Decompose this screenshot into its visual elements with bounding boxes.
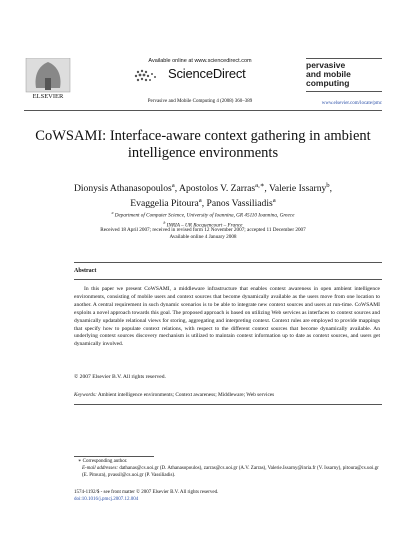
journal-logo-line: computing [306,78,350,88]
journal-logo-line: pervasive [306,60,346,70]
abstract-heading-divider [74,279,382,280]
doi-link[interactable]: doi:10.1016/j.pmcj.2007.12.004 [74,496,139,502]
journal-logo [306,58,382,92]
copyright-notice: © 2007 Elsevier B.V. All rights reserved. [74,374,166,380]
keywords-divider [74,404,382,405]
author-affiliation-mark[interactable]: a [198,197,202,205]
publisher-name: ELSEVIER [32,93,64,100]
available-online-text: Available online at www.sciencedirect.com [148,58,252,64]
corresponding-author-note: ∗ Corresponding author. [78,459,128,464]
keywords-label: Keywords: [74,392,97,398]
author-affiliation-mark[interactable]: a [171,182,175,189]
paper-title: CoWSAMI: Interface-aware context gathering in ambient intelligence environments [35,128,371,161]
author-affiliation-mark[interactable]: a [272,197,276,205]
available-date: Available online 4 January 2008 [169,234,237,240]
affiliation-line: $^b$ INRIA – UR Rocquencourt – France [163,220,243,229]
keywords-text: Ambient intelligence environments; Context awareness; Middleware; Web services [97,392,275,398]
author-name: Evaggelia Pitoura [130,198,199,210]
received-dates: Received 18 April 2007; received in revised form 12 November 2007; accepted 11 December 2007 [100,227,306,233]
journal-logo-line: and mobile [306,69,351,79]
journal-site-link[interactable]: www.elsevier.com/locate/pmc [321,101,382,106]
email-addresses [74,466,380,480]
author-name: Valerie Issarny [269,183,327,195]
author-affiliation-mark[interactable]: a,∗ [255,182,265,189]
abstract-heading: Abstract [74,268,97,274]
issn-line: 1574-1192/$ - see front matter © 2007 Elsevier B.V. All rights reserved. [74,490,219,495]
abstract-text: In this paper we present CoWSAMI, a middleware infrastructure that enables context awareness in open ambient intelligence environments, consisting of mobile users and context sources that become dynamically available as the users move from one location to another. A central requirement in such dynamic scenarios is to be able to integrate new context sources and users at run-time. CoWSAMI exploits a novel approach towards this goal. The proposed approach is based on utilizing Web services as interfaces to context sources and dynamically updatable relational views for storing, aggregating and interpreting context. Context rules are employed to provide mappings that specify how to populate context relations, with respect to the different context sources that become dynamically available. An underlying context sources discovery mechanism is utilized to maintain context information up to date as context sources, and users get dynamically involved. [74,286,380,348]
abstract-top-divider [74,262,382,263]
footnote [74,459,380,479]
article-history [24,227,382,241]
elsevier-logo [24,58,72,102]
sciencedirect-wordmark: ScienceDirect [168,66,246,81]
email-label: E-mail addresses: [82,465,119,471]
author-name: Apostolos V. Zarras [179,183,256,195]
email-list[interactable]: dathanas@cs.uoi.gr (D. Athanasopoulos), zarras@cs.uoi.gr (A.V. Zarras), Valerie.Issarny@inria.fr (V. Issarny), pitoura@cs.uoi.gr (E. Pitoura), pvassil@cs.uoi.gr (P. Vassiliadis). [82,465,379,478]
front-matter-info [74,490,380,504]
author-name: Panos Vassiliadis [206,198,273,210]
affiliation-line: $^a$ Department of Computer Science, University of Ioannina, GR 45110 Ioannina, Greece [111,211,295,219]
keywords [74,392,380,398]
footnote-divider [74,456,154,457]
author-name: Dionysis Athanasopoulos [73,183,172,195]
author-list: Dionysis Athanasopoulos$^a$, Apostolos V. Zarras$^{a,∗}$, Valerie Issarny$^b$, Evaggelia Pitoura$^a$, Panos Vassiliadis$^a$ [73,182,333,210]
journal-citation: Pervasive and Mobile Computing 4 (2008) 360–389 [147,99,253,104]
header-divider [24,110,382,111]
abstract-body [74,286,380,349]
author-affiliation-mark[interactable]: b [326,182,330,189]
